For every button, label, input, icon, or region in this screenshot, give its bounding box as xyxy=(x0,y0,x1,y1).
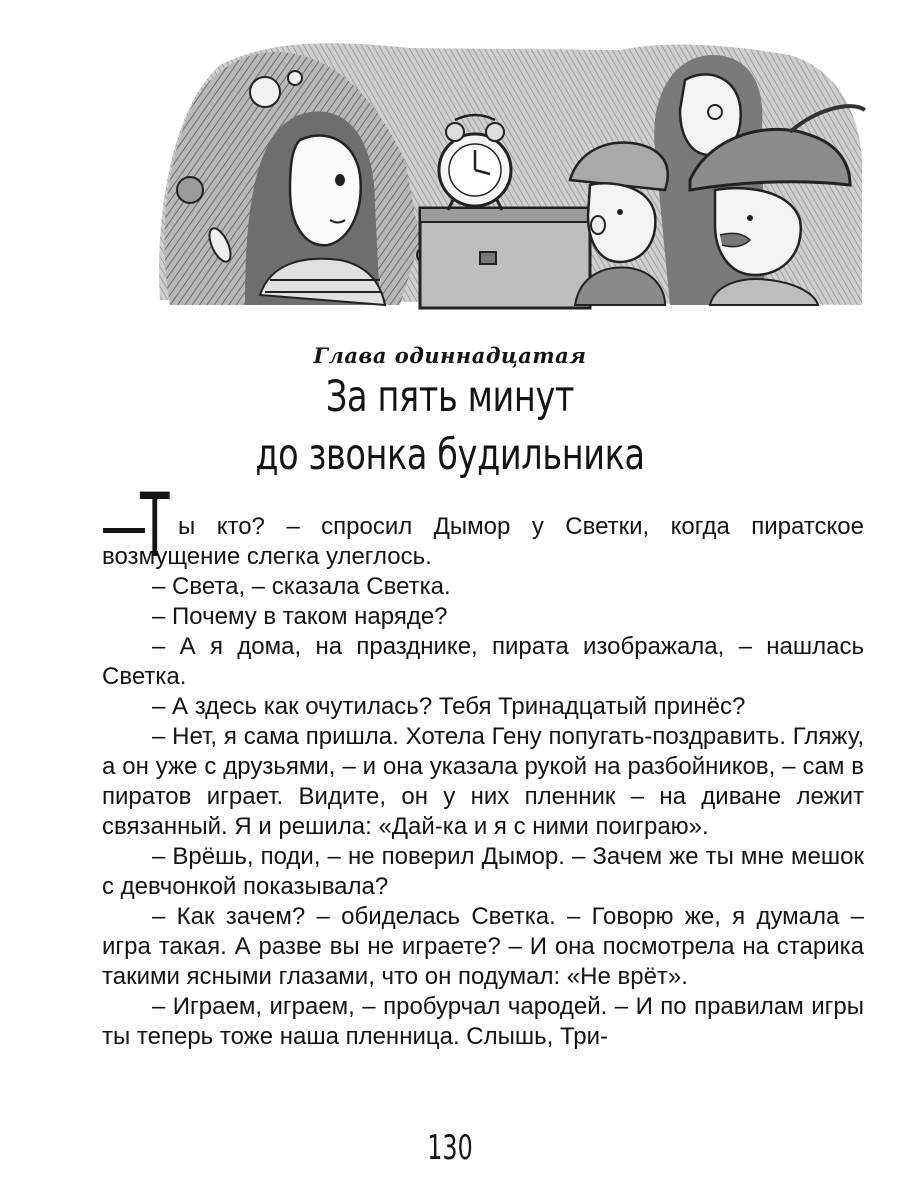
page-number: 130 xyxy=(427,1128,473,1168)
dropcap-letter: Т xyxy=(140,474,170,577)
chapter-title xyxy=(99,368,801,484)
paragraph: – Почему в таком наряде? xyxy=(152,603,448,630)
paragraph: – Играем, играем, – пробурчал чародей. – И по правилам игры ты теперь тоже наша пленница. Слышь, Три- xyxy=(102,993,864,1050)
paragraph: – А здесь как очутилась? Тебя Тринадцатый принёс? xyxy=(152,693,746,720)
chapter-body-text xyxy=(102,512,864,1052)
paragraph: – Как зачем? – обиделась Светка. – Говорю же, я думала – игра такая. А разве вы не играете? – И она посмотрела на старика такими ясными глазами, что он подумал: «Не врёт». xyxy=(102,903,864,990)
paragraph: – Врёшь, поди, – не поверил Дымор. – Зачем же ты мне мешок с девчонкой показывала? xyxy=(102,843,864,900)
paragraph: – Света, – сказала Светка. xyxy=(152,573,451,600)
paragraph: – Нет, я сама пришла. Хотела Гену попугать-поздравить. Гляжу, а он уже с друзьями, – и она указала рукой на разбойников, – сам в пиратов играет. Видите, он у них пленник – на диване лежит связанный. Я и решила: «Дай-ка и я с ними поиграю». xyxy=(102,723,864,840)
paragraph: – А я дома, на празднике, пирата изображала, – нашлась Светка. xyxy=(102,633,864,690)
chapter-illustration xyxy=(150,40,870,315)
paragraph: ы кто? – спросил Дымор у Светки, когда пиратское возмущение слегка улеглось. xyxy=(102,513,864,570)
chapter-label: Глава одиннадцатая xyxy=(313,343,587,368)
chapter-title-line-2: до звонка будильника xyxy=(255,430,645,480)
chapter-title-line-1: За пять минут xyxy=(325,372,575,422)
chest-of-drawers xyxy=(420,208,590,308)
